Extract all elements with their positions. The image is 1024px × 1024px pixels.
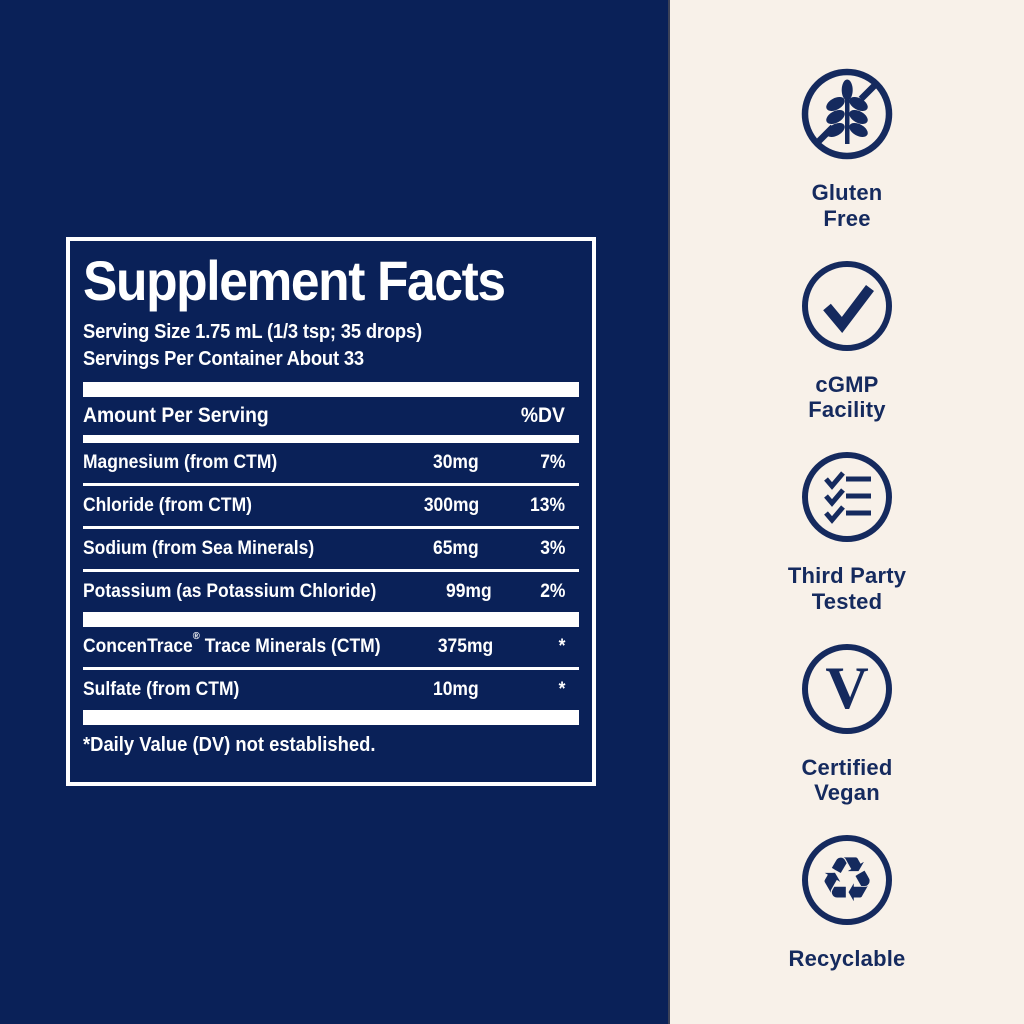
svg-text:V: V <box>825 654 869 721</box>
mineral-rows-main <box>83 443 579 612</box>
gluten-free-icon <box>797 64 897 164</box>
table-row <box>83 486 579 526</box>
mineral-amount: 10mg <box>433 679 479 700</box>
mineral-amount: 375mg <box>438 636 494 657</box>
vegan-v-icon <box>797 639 897 739</box>
mineral-name: ConcenTrace® Trace Minerals (CTM) <box>83 630 381 657</box>
mineral-dv: 7% <box>539 452 565 473</box>
badge-cgmp <box>797 256 897 424</box>
checklist-icon <box>797 447 897 547</box>
dv-header: %DV <box>520 404 565 427</box>
table-row <box>83 627 579 667</box>
badge-vegan <box>797 639 897 807</box>
separator-bar <box>83 435 579 443</box>
mineral-dv: 13% <box>530 495 565 516</box>
supplement-facts-box <box>66 237 596 786</box>
mineral-amount: 30mg <box>433 452 479 473</box>
mineral-name: Chloride (from CTM) <box>83 495 252 516</box>
badge-gluten-free <box>797 64 897 232</box>
daily-value-footnote: *Daily Value (DV) not established. <box>83 734 376 756</box>
mineral-name: Magnesium (from CTM) <box>83 452 278 473</box>
badge-recyclable <box>789 830 906 972</box>
mineral-amount: 99mg <box>445 581 492 602</box>
mineral-dv: 3% <box>539 538 565 559</box>
separator-bar <box>83 382 579 397</box>
badge-label-vegan: Certified Vegan <box>801 754 893 806</box>
servings-per-container-line: Servings Per Container About 33 <box>83 348 364 370</box>
table-header-row <box>83 397 579 435</box>
mineral-name: Potassium (as Potassium Chloride) <box>83 581 377 602</box>
mineral-rows-secondary <box>83 627 579 710</box>
mineral-amount: 65mg <box>433 538 479 559</box>
mineral-dv: * <box>558 679 565 700</box>
table-row <box>83 443 579 483</box>
amount-per-serving-header: Amount Per Serving <box>83 404 269 427</box>
mineral-amount: 300mg <box>423 495 479 516</box>
badge-label-recyclable: Recyclable <box>788 946 906 971</box>
mineral-name: Sodium (from Sea Minerals) <box>83 538 315 559</box>
mineral-dv: * <box>558 636 565 657</box>
badge-column <box>670 0 1024 1024</box>
serving-size-line: Serving Size 1.75 mL (1/3 tsp; 35 drops) <box>83 321 422 343</box>
table-row <box>83 529 579 569</box>
badge-third-party <box>788 447 906 615</box>
badge-label-third-party: Third Party Tested <box>787 563 907 614</box>
badge-label-gluten-free: Gluten Free <box>811 180 883 231</box>
badge-label-cgmp: cGMP Facility <box>808 371 886 423</box>
supplement-facts-title: Supplement Facts <box>83 249 505 312</box>
mineral-dv: 2% <box>539 581 565 602</box>
svg-text:♻︎: ♻︎ <box>819 843 875 916</box>
separator-bar <box>83 710 579 725</box>
mineral-name: Sulfate (from CTM) <box>83 679 240 700</box>
table-row <box>83 670 579 710</box>
table-row <box>83 572 579 612</box>
separator-bar <box>83 612 579 627</box>
recycle-icon <box>797 830 897 930</box>
checkmark-icon <box>797 256 897 356</box>
